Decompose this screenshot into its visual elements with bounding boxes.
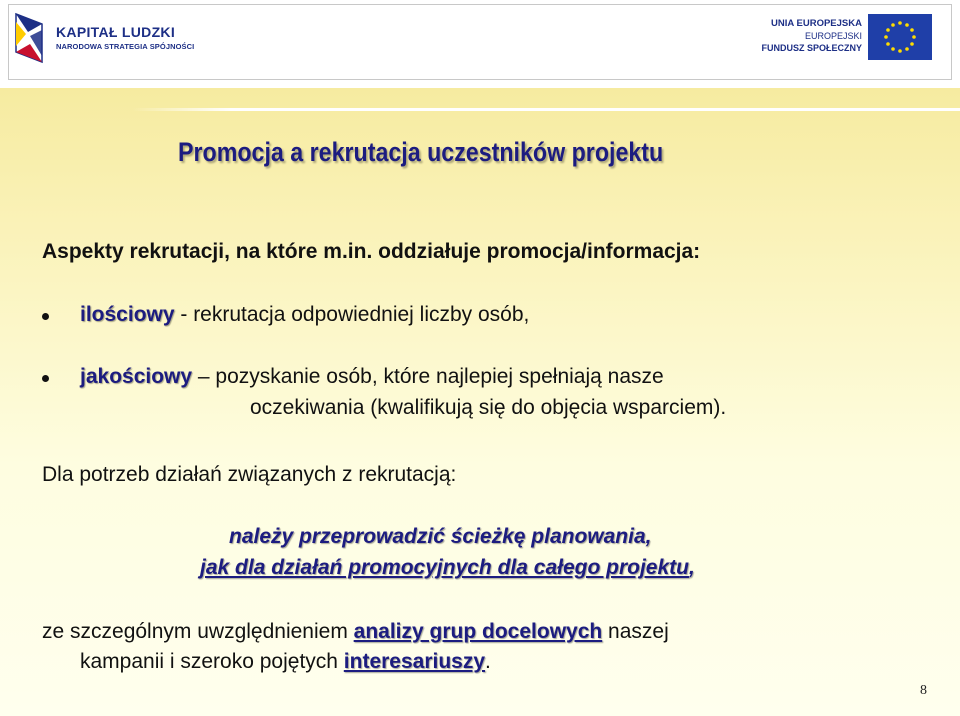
eu-label: [760, 18, 862, 54]
logo-subtitle: NARODOWA STRATEGIA SPÓJNOŚCI: [56, 42, 195, 51]
decorative-divider: [132, 108, 960, 111]
closing-text: naszej: [602, 620, 669, 643]
closing-line-1: [42, 620, 669, 644]
closing-text: .: [485, 650, 491, 673]
eu-flag-icon: [868, 14, 932, 60]
slide-title: Promocja a rekrutacja uczestników projektu: [178, 137, 664, 167]
kapital-ludzki-logo-icon: [14, 10, 46, 66]
eu-label-line2: EUROPEJSKI: [804, 31, 862, 41]
bullet-text: - rekrutacja odpowiedniej liczby osób,: [174, 303, 530, 326]
eu-label-line3: FUNDUSZ SPOŁECZNY: [761, 43, 862, 53]
bullet-icon: [42, 375, 49, 382]
target-groups-link[interactable]: analizy grup docelowych: [353, 620, 603, 643]
bullet-icon: [42, 313, 49, 320]
bullet-term: jakościowy: [80, 365, 193, 388]
eu-label-line1: UNIA EUROPEJSKA: [771, 18, 862, 29]
emphasis-line-1: należy przeprowadzić ścieżkę planowania,: [229, 525, 652, 548]
bullet-term: ilościowy: [80, 303, 175, 326]
stakeholders-link[interactable]: interesariuszy: [343, 650, 486, 673]
emphasis-underlined: jak dla działań promocyjnych dla całego projektu: [200, 556, 689, 579]
bullet-continuation: oczekiwania (kwalifikują się do objęcia wsparciem).: [250, 396, 727, 419]
needs-line: Dla potrzeb działań związanych z rekrutacją:: [42, 463, 457, 486]
logo-title: KAPITAŁ LUDZKI: [56, 24, 176, 40]
bullet-item-qualitative: [80, 365, 664, 389]
emphasis-comma: ,: [688, 556, 695, 579]
closing-text: ze szczególnym uwzględnieniem: [42, 620, 354, 643]
bullet-text: – pozyskanie osób, które najlepiej spełniają nasze: [192, 365, 664, 388]
intro-text: Aspekty rekrutacji, na które m.in. oddziałuje promocja/informacja:: [42, 240, 701, 263]
emphasis-line-2: [200, 556, 695, 580]
closing-line-2: [80, 650, 491, 674]
header-bar: [0, 0, 960, 88]
page-number: 8: [920, 683, 927, 698]
closing-text: kampanii i szeroko pojętych: [80, 650, 344, 673]
bullet-item-quantitative: [80, 303, 529, 327]
